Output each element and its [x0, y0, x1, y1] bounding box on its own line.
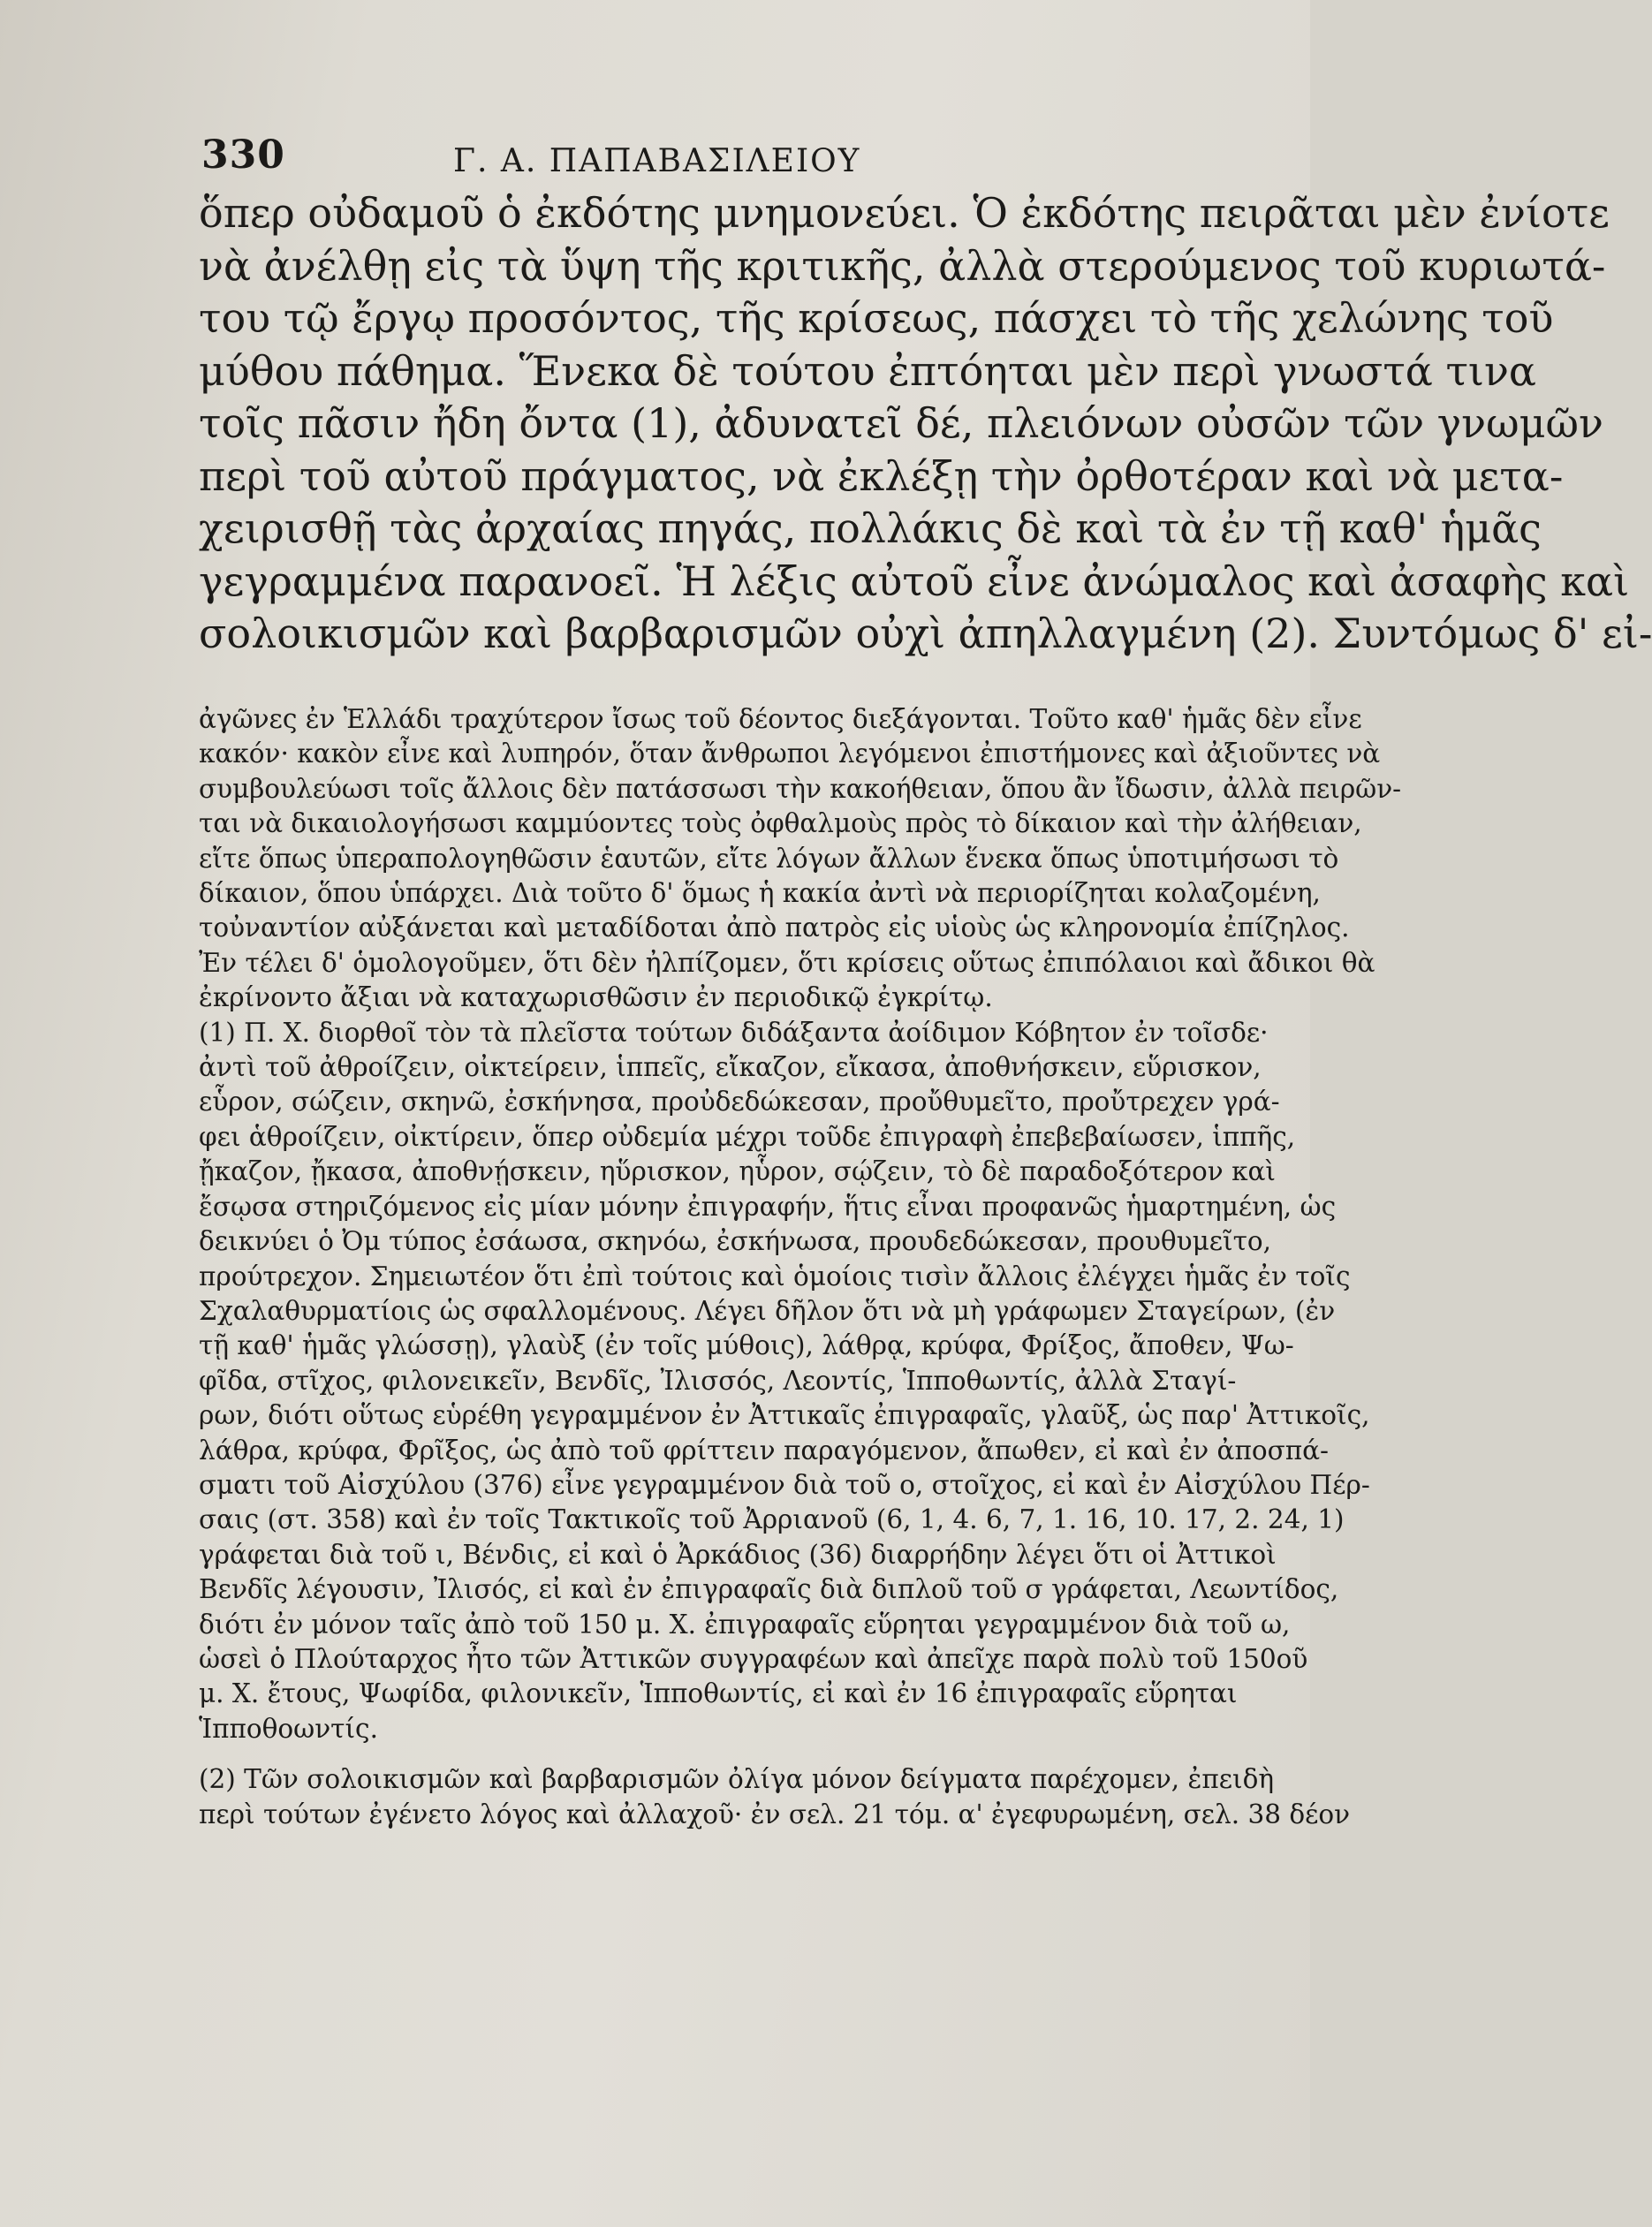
- footnote-line: Βενδῖς λέγουσιν, Ἰλισός, εἰ καὶ ἐν ἐπιγραφαῖς διὰ διπλοῦ τοῦ σ γράφεται, Λεωντίδος,: [199, 1574, 1339, 1605]
- footnote-line: ρων, διότι οὕτως εὑρέθη γεγραμμένον ἐν Ἀττικαῖς ἐπιγραφαῖς, γλαῦξ, ὡς παρ' Ἀττικοῖς,: [199, 1400, 1370, 1431]
- text-line: ὅπερ οὐδαμοῦ ὁ ἐκδότης μνημονεύει. Ὁ ἐκδότης πειρᾶται μὲν ἐνίοτε: [199, 189, 1610, 237]
- main-text: [199, 187, 1652, 661]
- footnote-line: μ. Χ. ἔτους, Ψωφίδα, φιλονικεῖν, Ἱπποθωντίς, εἰ καὶ ἐν 16 ἐπιγραφαῖς εὕρηται: [199, 1678, 1238, 1709]
- footnote-line: φει ἁθροίζειν, οἰκτίρειν, ὅπερ οὐδεμία μέχρι τοῦδε ἐπιγραφὴ ἐπεβεβαίωσεν, ἱππῆς,: [199, 1121, 1296, 1152]
- footnote-line: δίκαιον, ὅπου ὑπάρχει. Διὰ τοῦτο δ' ὅμως ἡ κακία ἀντὶ νὰ περιορίζηται κολαζομένη,: [199, 878, 1321, 909]
- text-line: σολοικισμῶν καὶ βαρβαρισμῶν οὐχὶ ἀπηλλαγμένη (2). Συντόμως δ' εἰ-: [199, 610, 1652, 657]
- text-line: περὶ τοῦ αὐτοῦ πράγματος, νὰ ἐκλέξῃ τὴν ὀρθοτέραν καὶ νὰ μετα-: [199, 451, 1564, 500]
- footnote-line: ᾔκαζον, ᾔκασα, ἀποθνῄσκειν, ηὕρισκον, ηὗρον, σῴζειν, τὸ δὲ παραδοξότερον καὶ: [199, 1156, 1276, 1187]
- footnote-line: (1) Π. Χ. διορθοῖ τὸν τὰ πλεῖστα τούτων διδάξαντα ἀοίδιμον Κόβητον ἐν τοῖσδε·: [199, 1017, 1269, 1048]
- footnote-line: λάθρα, κρύφα, Φρῖξος, ὡς ἀπὸ τοῦ φρίττειν παραγόμενον, ἄπωθεν, εἰ καὶ ἐν ἀποσπά-: [199, 1435, 1330, 1466]
- footnote-line: ἔσῳσα στηριζόμενος εἰς μίαν μόνην ἐπιγραφήν, ἥτις εἶναι προφανῶς ἡμαρτημένη, ὡς: [199, 1191, 1337, 1222]
- footnote-line: εὗρον, σώζειν, σκηνῶ, ἐσκήνησα, προὐδεδώκεσαν, προὔθυμεῖτο, προὔτρεχεν γρά-: [199, 1087, 1280, 1117]
- footnote-line: ἀντὶ τοῦ ἀθροίζειν, οἰκτείρειν, ἱππεῖς, εἴκαζον, εἴκασα, ἀποθνήσκειν, εὕρισκον,: [199, 1052, 1262, 1083]
- page-header: [201, 133, 1244, 186]
- text-line: του τῷ ἔργῳ προσόντος, τῆς κρίσεως, πάσχει τὸ τῆς χελώνης τοῦ: [199, 294, 1554, 342]
- footnote-line: σματι τοῦ Αἰσχύλου (376) εἶνε γεγραμμένον διὰ τοῦ ο, στοῖχος, εἰ καὶ ἐν Αἰσχύλου Πέρ-: [199, 1469, 1370, 1500]
- footnote-line: ται νὰ δικαιολογήσωσι καμμύοντες τοὺς ὀφθαλμοὺς πρὸς τὸ δίκαιον καὶ τὴν ἀλήθειαν,: [199, 808, 1362, 839]
- text-line: γεγραμμένα παρανοεῖ. Ἡ λέξις αὐτοῦ εἶνε ἀνώμαλος καὶ ἀσαφὴς καὶ: [199, 557, 1630, 605]
- footnote-line: τῇ καθ' ἡμᾶς γλώσσῃ), γλαὺξ (ἐν τοῖς μύθοις), λάθρᾳ, κρύφα, Φρίξος, ἄποθεν, Ψω-: [199, 1330, 1294, 1361]
- text-line: μύθου πάθημα. Ἕνεκα δὲ τούτου ἐπτόηται μὲν περὶ γνωστά τινα: [199, 346, 1536, 395]
- footnote-line: Σχαλαθυρματίοις ὡς σφαλλομένους. Λέγει δῆλον ὅτι νὰ μὴ γράφωμεν Σταγείρων, (ἐν: [199, 1295, 1336, 1326]
- footnote-gap: [199, 1746, 1250, 1762]
- footnote-line: δεικνύει ὁ Ὀμ τύπος ἐσάωσα, σκηνόω, ἐσκήνωσα, προυδεδώκεσαν, προυθυμεῖτο,: [199, 1226, 1272, 1257]
- footnotes: [199, 702, 1402, 1832]
- footnote-line: φῖδα, στῖχος, φιλονεικεῖν, Βενδῖς, Ἰλισσός, Λεοντίς, Ἱπποθωντίς, ἀλλὰ Σταγί-: [199, 1365, 1237, 1396]
- footnote-line: κακόν· κακὸν εἶνε καὶ λυπηρόν, ὅταν ἄνθρωποι λεγόμενοι ἐπιστήμονες καὶ ἀξιοῦντες νὰ: [199, 739, 1381, 769]
- footnote-line: Ἐν τέλει δ' ὁμολογοῦμεν, ὅτι δὲν ἠλπίζομεν, ὅτι κρίσεις οὕτως ἐπιπόλαιοι καὶ ἄδικοι θὰ: [199, 947, 1375, 978]
- footnote-line: Ἱπποθοωντίς.: [199, 1713, 378, 1744]
- footnote-line: (2) Τῶν σολοικισμῶν καὶ βαρβαρισμῶν ὀλίγα μόνον δείγματα παρέχομεν, ἐπειδὴ: [199, 1764, 1275, 1795]
- footnote-line: ἀγῶνες ἐν Ἑλλάδι τραχύτερον ἴσως τοῦ δέοντος διεξάγονται. Τοῦτο καθ' ἡμᾶς δὲν εἶνε: [199, 704, 1362, 734]
- footnote-line: ὡσεὶ ὁ Πλούταρχος ἦτο τῶν Ἀττικῶν συγγραφέων καὶ ἀπεῖχε παρὰ πολὺ τοῦ 150οῦ: [199, 1643, 1308, 1674]
- running-head: Γ. Α. ΠΑΠΑΒΑΣΙΛΕΙΟΥ: [453, 143, 861, 179]
- footnote-line: περὶ τούτων ἐγένετο λόγος καὶ ἀλλαχοῦ· ἐν σελ. 21 τόμ. α' ἐγεφυρωμένη, σελ. 38 δέον: [199, 1799, 1351, 1829]
- text-line: νὰ ἀνέλθῃ εἰς τὰ ὕψη τῆς κριτικῆς, ἀλλὰ στερούμενος τοῦ κυριωτά-: [199, 241, 1606, 290]
- text-line: τοῖς πᾶσιν ἤδη ὄντα (1), ἀδυνατεῖ δέ, πλειόνων οὐσῶν τῶν γνωμῶν: [199, 399, 1604, 447]
- footnote-line: γράφεται διὰ τοῦ ι, Βένδις, εἰ καὶ ὁ Ἀρκάδιος (36) διαρρήδην λέγει ὅτι οἱ Ἀττικοὶ: [199, 1539, 1277, 1570]
- footnote-line: ἐκρίνοντο ἄξιαι νὰ καταχωρισθῶσιν ἐν περιοδικῷ ἐγκρίτῳ.: [199, 982, 993, 1013]
- footnote-line: τοὐναντίον αὐξάνεται καὶ μεταδίδοται ἀπὸ πατρὸς εἰς υἱοὺς ὡς κληρονομία ἐπίζηλος.: [199, 913, 1350, 943]
- footnote-line: συμβουλεύωσι τοῖς ἄλλοις δὲν πατάσσωσι τὴν κακοήθειαν, ὅπου ἂν ἴδωσιν, ἀλλὰ πειρῶν-: [199, 773, 1402, 804]
- footnote-line: σαις (στ. 358) καὶ ἐν τοῖς Τακτικοῖς τοῦ Ἀρριανοῦ (6, 1, 4. 6, 7, 1. 16, 10. 17, 2. 24, 1): [199, 1504, 1345, 1535]
- footnote-line: εἴτε ὅπως ὑπεραπολογηθῶσιν ἑαυτῶν, εἴτε λόγων ἄλλων ἕνεκα ὅπως ὑποτιμήσωσι τὸ: [199, 843, 1339, 874]
- text-line: χειρισθῇ τὰς ἀρχαίας πηγάς, πολλάκις δὲ καὶ τὰ ἐν τῇ καθ' ἡμᾶς: [199, 504, 1542, 552]
- footnote-line: προύτρεχον. Σημειωτέον ὅτι ἐπὶ τούτοις καὶ ὁμοίοις τισὶν ἄλλοις ἐλέγχει ἡμᾶς ἐν τοῖς: [199, 1261, 1351, 1292]
- footnote-line: διότι ἐν μόνον ταῖς ἀπὸ τοῦ 150 μ. Χ. ἐπιγραφαῖς εὕρηται γεγραμμένον διὰ τοῦ ω,: [199, 1609, 1291, 1640]
- page-number: 330: [201, 133, 285, 178]
